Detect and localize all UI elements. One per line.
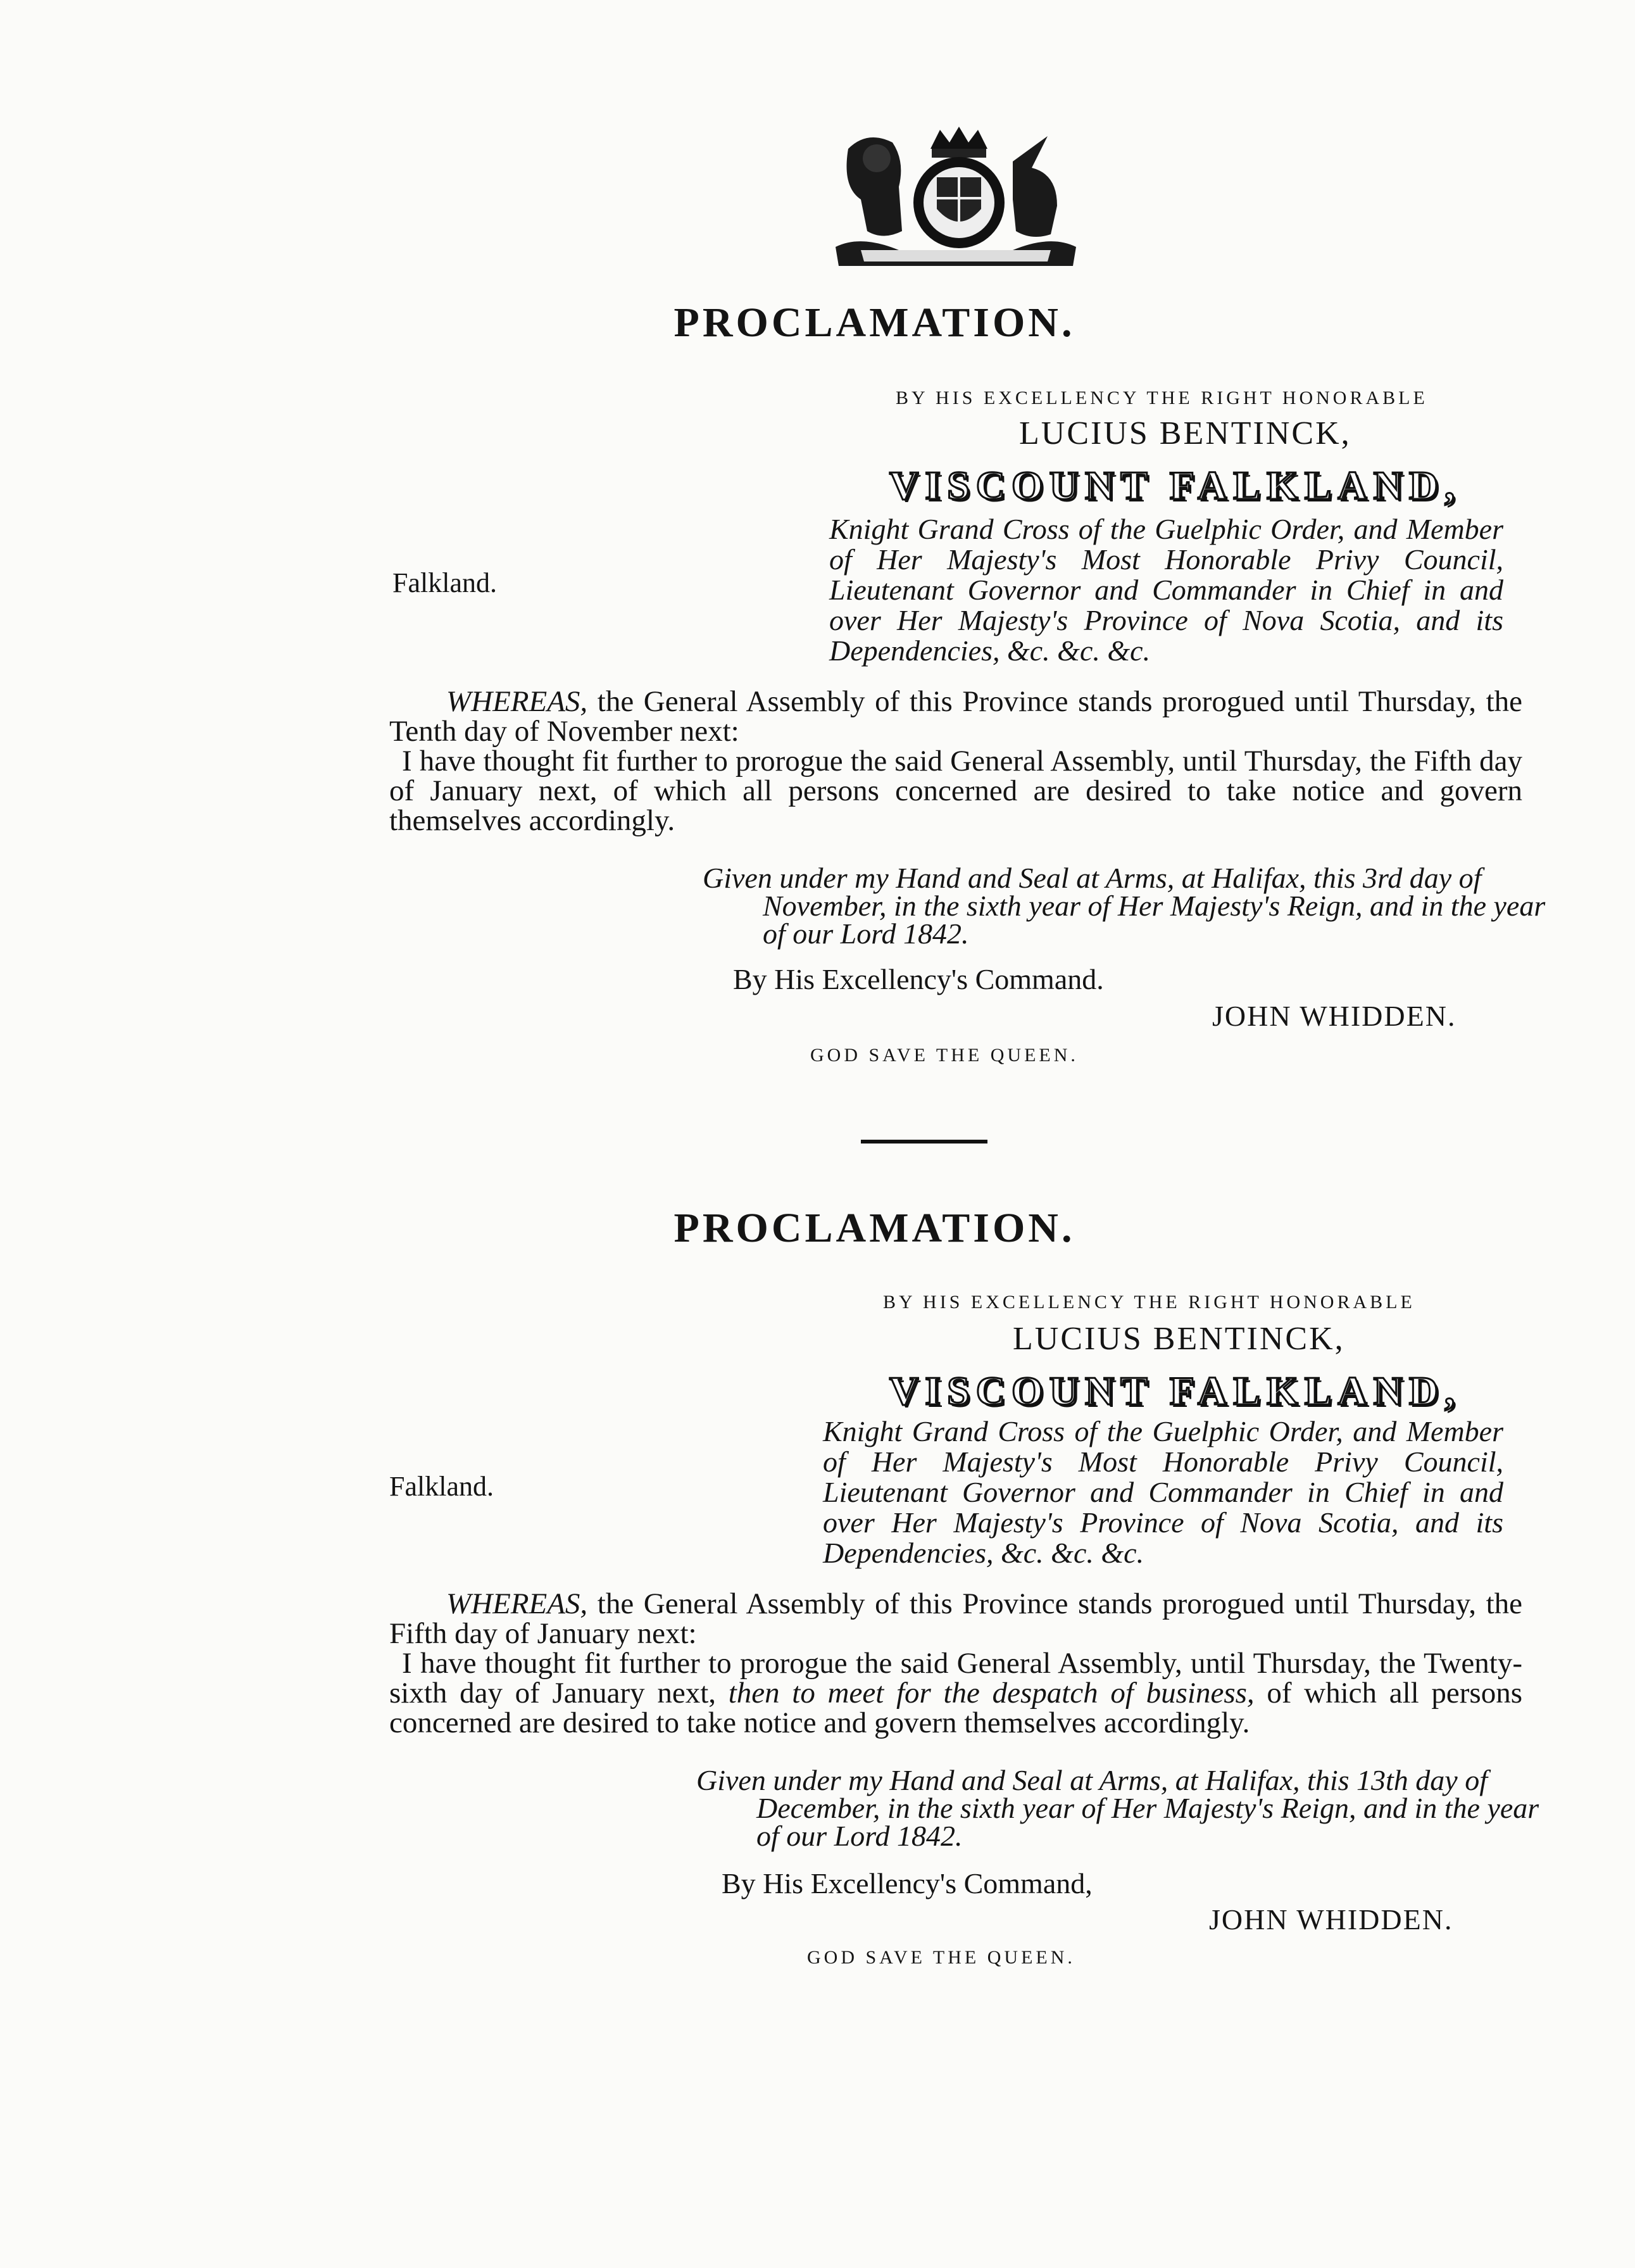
proclamation-2-body xyxy=(389,1589,1522,1738)
proclamation-2-god-save: GOD SAVE THE QUEEN. xyxy=(807,1947,1075,1968)
proclamation-1-by-line: BY HIS EXCELLENCY THE RIGHT HONORABLE xyxy=(896,387,1428,408)
proclamation-1-god-save: GOD SAVE THE QUEEN. xyxy=(810,1045,1079,1066)
proclamation-1-given: Given under my Hand and Seal at Arms, at Halifax, this 3rd day of November, in the sixth year of Her Majesty's Reign, and in the year of our Lord 1842. xyxy=(703,862,1546,950)
whereas-text: the General Assembly of this Province stands prorogued until Thursday, the Fifth day of January next: xyxy=(389,1587,1522,1650)
whereas-word: WHEREAS, xyxy=(446,685,588,718)
whereas-word: WHEREAS, xyxy=(446,1587,588,1620)
proclamation-1-titles: Knight Grand Cross of the Guelphic Order, and Member of Her Majesty's Most Honorable Privy Council, Lieutenant Governor and Commander in Chief in and over Her Majesty's Province of Nova Scotia, and its Dependencies, &c. &c. &c. xyxy=(829,513,1503,667)
proclamation-2-by-line: BY HIS EXCELLENCY THE RIGHT HONORABLE xyxy=(883,1292,1415,1313)
proclamation-1-title: PROCLAMATION. xyxy=(673,299,1075,346)
proclamation-2-signer: JOHN WHIDDEN. xyxy=(1209,1903,1453,1936)
whereas-text: the General Assembly of this Province stands prorogued until Thursday, the Tenth day of November next: xyxy=(389,685,1522,748)
proclamation-2-titles: Knight Grand Cross of the Guelphic Order, and Member of Her Majesty's Most Honorable Privy Council, Lieutenant Governor and Commander in Chief in and over Her Majesty's Province of Nova Scotia, and its Dependencies, &c. &c. &c. xyxy=(823,1415,1503,1569)
proclamation-1-viscount: VISCOUNT FALKLAND, xyxy=(889,463,1462,508)
proclamation-1-command: By His Excellency's Command. xyxy=(733,963,1104,995)
proclamation-2-viscount: VISCOUNT FALKLAND, xyxy=(889,1368,1462,1413)
order-text-start: I have thought fit further to prorogue the said General Assembly, until Thursday, the Twenty-sixth day of January next, xyxy=(389,1647,1522,1710)
proclamation-1-body xyxy=(389,687,1522,836)
proclamation-1-name: LUCIUS BENTINCK, xyxy=(1019,415,1351,451)
proclamation-1-signature: Falkland. xyxy=(392,567,497,598)
order-text-end: of which all persons concerned are desired to take notice and govern themselves accordingly. xyxy=(389,1677,1522,1739)
coat-of-arms xyxy=(823,123,1089,272)
proclamation-2-title: PROCLAMATION. xyxy=(673,1205,1075,1251)
royal-coat-of-arms-icon xyxy=(823,123,1089,272)
proclamation-2-name: LUCIUS BENTINCK, xyxy=(1013,1321,1345,1357)
proclamation-2-command: By His Excellency's Command, xyxy=(722,1867,1093,1899)
order-text-italic: then to meet for the despatch of business, xyxy=(728,1677,1255,1710)
order-text: I have thought fit further to prorogue the said General Assembly, until Thursday, the Fifth day of January next, of which all persons concerned are desired to take notice and govern themselves accordingly. xyxy=(389,745,1522,837)
section-divider xyxy=(861,1140,987,1143)
proclamation-2-given: Given under my Hand and Seal at Arms, at Halifax, this 13th day of December, in the sixth year of Her Majesty's Reign, and in the year of our Lord 1842. xyxy=(696,1764,1539,1852)
proclamation-2-signature: Falkland. xyxy=(389,1471,494,1502)
proclamation-1-signer: JOHN WHIDDEN. xyxy=(1212,1000,1456,1032)
